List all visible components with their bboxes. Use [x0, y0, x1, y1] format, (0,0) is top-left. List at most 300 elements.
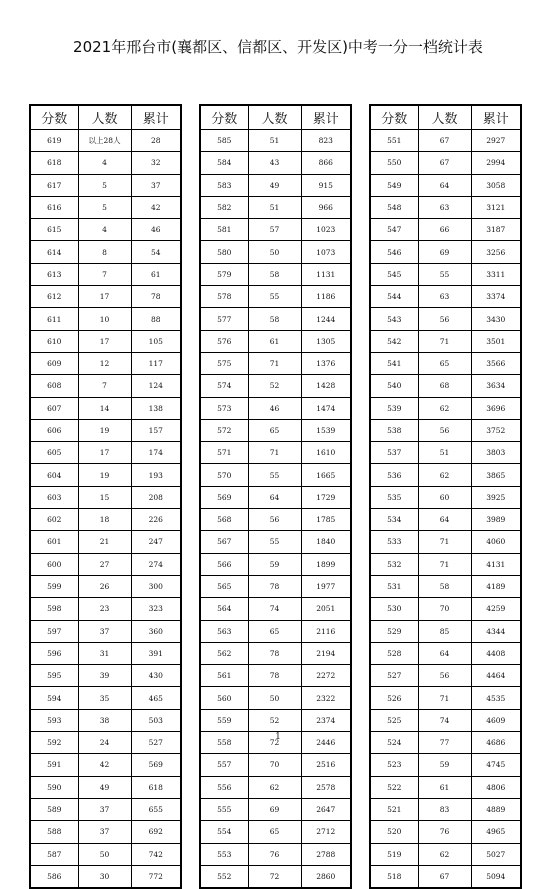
count-cell: 62 — [418, 397, 471, 419]
table-row — [370, 687, 521, 709]
score-table-3 — [369, 104, 522, 889]
cumulative-cell: 866 — [301, 152, 351, 174]
header-score: 分数 — [200, 105, 248, 130]
cumulative-cell: 465 — [131, 687, 181, 709]
cumulative-cell: 1899 — [301, 553, 351, 575]
table-row — [200, 263, 351, 285]
count-cell: 74 — [248, 598, 301, 620]
score-cell: 589 — [30, 798, 78, 820]
score-cell: 530 — [370, 598, 418, 620]
score-cell: 605 — [30, 442, 78, 464]
score-cell: 598 — [30, 598, 78, 620]
cumulative-cell: 3989 — [471, 509, 521, 531]
table-row — [200, 553, 351, 575]
count-cell: 19 — [78, 419, 131, 441]
score-cell: 580 — [200, 241, 248, 263]
count-cell: 59 — [248, 553, 301, 575]
table-row — [200, 865, 351, 888]
cumulative-cell: 915 — [301, 174, 351, 196]
cumulative-cell: 391 — [131, 642, 181, 664]
count-cell: 56 — [418, 308, 471, 330]
cumulative-cell: 1023 — [301, 219, 351, 241]
table-row — [200, 665, 351, 687]
cumulative-cell: 323 — [131, 598, 181, 620]
cumulative-cell: 2788 — [301, 843, 351, 865]
score-cell: 603 — [30, 486, 78, 508]
table-row — [30, 286, 181, 308]
table-row — [200, 397, 351, 419]
table-row — [370, 174, 521, 196]
header-score: 分数 — [370, 105, 418, 130]
cumulative-cell: 4060 — [471, 531, 521, 553]
table-row — [200, 241, 351, 263]
table-row — [370, 375, 521, 397]
score-cell: 537 — [370, 442, 418, 464]
cumulative-cell: 1474 — [301, 397, 351, 419]
table-row — [30, 709, 181, 731]
cumulative-cell: 4535 — [471, 687, 521, 709]
cumulative-cell: 4408 — [471, 642, 521, 664]
count-cell: 58 — [248, 263, 301, 285]
score-cell: 539 — [370, 397, 418, 419]
cumulative-cell: 2578 — [301, 776, 351, 798]
count-cell: 71 — [418, 330, 471, 352]
cumulative-cell: 2516 — [301, 754, 351, 776]
count-cell: 51 — [248, 196, 301, 218]
cumulative-cell: 3311 — [471, 263, 521, 285]
count-cell: 70 — [248, 754, 301, 776]
table-row — [200, 352, 351, 374]
count-cell: 17 — [78, 286, 131, 308]
count-cell: 63 — [418, 196, 471, 218]
score-cell: 545 — [370, 263, 418, 285]
score-cell: 563 — [200, 620, 248, 642]
table-row — [30, 598, 181, 620]
score-cell: 617 — [30, 174, 78, 196]
table-row — [30, 219, 181, 241]
score-cell: 571 — [200, 442, 248, 464]
table-row — [200, 798, 351, 820]
cumulative-cell: 46 — [131, 219, 181, 241]
score-cell: 612 — [30, 286, 78, 308]
cumulative-cell: 1428 — [301, 375, 351, 397]
count-cell: 58 — [248, 308, 301, 330]
count-cell: 55 — [248, 286, 301, 308]
table-row — [370, 620, 521, 642]
count-cell: 62 — [418, 464, 471, 486]
count-cell: 5 — [78, 196, 131, 218]
score-cell: 552 — [200, 865, 248, 888]
count-cell: 78 — [248, 665, 301, 687]
score-cell: 564 — [200, 598, 248, 620]
count-cell: 7 — [78, 263, 131, 285]
count-cell: 4 — [78, 152, 131, 174]
cumulative-cell: 3501 — [471, 330, 521, 352]
score-cell: 587 — [30, 843, 78, 865]
count-cell: 71 — [418, 531, 471, 553]
table-row — [30, 375, 181, 397]
count-cell: 50 — [78, 843, 131, 865]
table-row — [30, 152, 181, 174]
count-cell: 65 — [418, 352, 471, 374]
score-cell: 529 — [370, 620, 418, 642]
cumulative-cell: 3696 — [471, 397, 521, 419]
score-cell: 597 — [30, 620, 78, 642]
cumulative-cell: 4259 — [471, 598, 521, 620]
score-cell: 604 — [30, 464, 78, 486]
count-cell: 18 — [78, 509, 131, 531]
count-cell: 38 — [78, 709, 131, 731]
score-cell: 522 — [370, 776, 418, 798]
score-cell: 520 — [370, 821, 418, 843]
score-cell: 595 — [30, 665, 78, 687]
table-row — [30, 798, 181, 820]
count-cell: 67 — [418, 152, 471, 174]
table-row — [30, 352, 181, 374]
table-row — [30, 754, 181, 776]
score-cell: 577 — [200, 308, 248, 330]
cumulative-cell: 503 — [131, 709, 181, 731]
count-cell: 56 — [248, 509, 301, 531]
cumulative-cell: 5094 — [471, 865, 521, 888]
score-cell: 581 — [200, 219, 248, 241]
table-row — [370, 754, 521, 776]
score-cell: 561 — [200, 665, 248, 687]
cumulative-cell: 300 — [131, 575, 181, 597]
count-cell: 62 — [418, 843, 471, 865]
table-row — [370, 575, 521, 597]
count-cell: 60 — [418, 486, 471, 508]
cumulative-cell: 4745 — [471, 754, 521, 776]
score-cell: 606 — [30, 419, 78, 441]
cumulative-cell: 618 — [131, 776, 181, 798]
cumulative-cell: 138 — [131, 397, 181, 419]
cumulative-cell: 3566 — [471, 352, 521, 374]
score-cell: 562 — [200, 642, 248, 664]
cumulative-cell: 4344 — [471, 620, 521, 642]
cumulative-cell: 4686 — [471, 732, 521, 754]
count-cell: 74 — [418, 709, 471, 731]
score-cell: 534 — [370, 509, 418, 531]
count-cell: 61 — [248, 330, 301, 352]
score-cell: 550 — [370, 152, 418, 174]
cumulative-cell: 772 — [131, 865, 181, 888]
score-cell: 531 — [370, 575, 418, 597]
count-cell: 14 — [78, 397, 131, 419]
cumulative-cell: 1131 — [301, 263, 351, 285]
count-cell: 10 — [78, 308, 131, 330]
count-cell: 76 — [418, 821, 471, 843]
count-cell: 72 — [248, 865, 301, 888]
table-row — [30, 442, 181, 464]
page-number: 1 — [275, 732, 281, 742]
score-cell: 608 — [30, 375, 78, 397]
table-row — [30, 575, 181, 597]
score-cell: 548 — [370, 196, 418, 218]
cumulative-cell: 1610 — [301, 442, 351, 464]
cumulative-cell: 2927 — [471, 130, 521, 152]
score-cell: 601 — [30, 531, 78, 553]
count-cell: 42 — [78, 754, 131, 776]
count-cell: 77 — [418, 732, 471, 754]
count-cell: 26 — [78, 575, 131, 597]
score-cell: 547 — [370, 219, 418, 241]
count-cell: 46 — [248, 397, 301, 419]
score-cell: 616 — [30, 196, 78, 218]
score-cell: 582 — [200, 196, 248, 218]
table-row — [200, 776, 351, 798]
cumulative-cell: 4189 — [471, 575, 521, 597]
cumulative-cell: 2051 — [301, 598, 351, 620]
table-row — [200, 531, 351, 553]
count-cell: 51 — [418, 442, 471, 464]
count-cell: 24 — [78, 732, 131, 754]
table-row — [30, 174, 181, 196]
table-row — [370, 865, 521, 888]
count-cell: 31 — [78, 642, 131, 664]
count-cell: 72 — [248, 732, 301, 754]
count-cell: 5 — [78, 174, 131, 196]
score-cell: 610 — [30, 330, 78, 352]
score-cell: 523 — [370, 754, 418, 776]
cumulative-cell: 1244 — [301, 308, 351, 330]
score-cell: 602 — [30, 509, 78, 531]
count-cell: 30 — [78, 865, 131, 888]
cumulative-cell: 247 — [131, 531, 181, 553]
table-row — [200, 419, 351, 441]
table-row — [370, 442, 521, 464]
header-count: 人数 — [418, 105, 471, 130]
score-cell: 615 — [30, 219, 78, 241]
score-cell: 591 — [30, 754, 78, 776]
count-cell: 66 — [418, 219, 471, 241]
score-cell: 557 — [200, 754, 248, 776]
table-row — [30, 531, 181, 553]
cumulative-cell: 2994 — [471, 152, 521, 174]
count-cell: 43 — [248, 152, 301, 174]
score-cell: 573 — [200, 397, 248, 419]
score-cell: 518 — [370, 865, 418, 888]
cumulative-cell: 88 — [131, 308, 181, 330]
count-cell: 55 — [418, 263, 471, 285]
cumulative-cell: 2860 — [301, 865, 351, 888]
score-cell: 569 — [200, 486, 248, 508]
cumulative-cell: 655 — [131, 798, 181, 820]
count-cell: 71 — [418, 687, 471, 709]
table-row — [200, 196, 351, 218]
table-row — [200, 308, 351, 330]
count-cell: 55 — [248, 464, 301, 486]
score-cell: 542 — [370, 330, 418, 352]
score-cell: 532 — [370, 553, 418, 575]
count-cell: 58 — [418, 575, 471, 597]
score-cell: 528 — [370, 642, 418, 664]
table-row — [370, 330, 521, 352]
header-cumulative: 累计 — [131, 105, 181, 130]
score-cell: 540 — [370, 375, 418, 397]
score-cell: 586 — [30, 865, 78, 888]
score-table-1 — [29, 104, 182, 889]
score-cell: 575 — [200, 352, 248, 374]
count-cell: 64 — [418, 174, 471, 196]
table-row — [200, 754, 351, 776]
score-cell: 566 — [200, 553, 248, 575]
table-row — [30, 196, 181, 218]
score-cell: 613 — [30, 263, 78, 285]
count-cell: 52 — [248, 709, 301, 731]
cumulative-cell: 2647 — [301, 798, 351, 820]
count-cell: 17 — [78, 330, 131, 352]
count-cell: 67 — [418, 130, 471, 152]
score-cell: 592 — [30, 732, 78, 754]
count-cell: 12 — [78, 352, 131, 374]
table-row — [200, 575, 351, 597]
table-row — [370, 798, 521, 820]
count-cell: 63 — [418, 286, 471, 308]
table-row — [370, 509, 521, 531]
count-cell: 35 — [78, 687, 131, 709]
score-cell: 549 — [370, 174, 418, 196]
cumulative-cell: 2322 — [301, 687, 351, 709]
score-cell: 579 — [200, 263, 248, 285]
count-cell: 64 — [418, 509, 471, 531]
count-cell: 23 — [78, 598, 131, 620]
table-row — [200, 821, 351, 843]
table-row — [200, 219, 351, 241]
table-row — [30, 486, 181, 508]
count-cell: 70 — [418, 598, 471, 620]
table-row — [370, 352, 521, 374]
score-cell: 593 — [30, 709, 78, 731]
table-row — [370, 531, 521, 553]
score-cell: 536 — [370, 464, 418, 486]
score-cell: 560 — [200, 687, 248, 709]
count-cell: 68 — [418, 375, 471, 397]
cumulative-cell: 5027 — [471, 843, 521, 865]
header-count: 人数 — [78, 105, 131, 130]
cumulative-cell: 124 — [131, 375, 181, 397]
score-cell: 526 — [370, 687, 418, 709]
score-cell: 535 — [370, 486, 418, 508]
cumulative-cell: 742 — [131, 843, 181, 865]
count-cell: 71 — [248, 442, 301, 464]
score-cell: 611 — [30, 308, 78, 330]
cumulative-cell: 78 — [131, 286, 181, 308]
cumulative-cell: 2446 — [301, 732, 351, 754]
score-cell: 567 — [200, 531, 248, 553]
score-cell: 553 — [200, 843, 248, 865]
cumulative-cell: 430 — [131, 665, 181, 687]
cumulative-cell: 3256 — [471, 241, 521, 263]
score-cell: 559 — [200, 709, 248, 731]
count-cell: 71 — [418, 553, 471, 575]
cumulative-cell: 174 — [131, 442, 181, 464]
cumulative-cell: 2374 — [301, 709, 351, 731]
cumulative-cell: 3121 — [471, 196, 521, 218]
table-row — [200, 486, 351, 508]
cumulative-cell: 208 — [131, 486, 181, 508]
score-cell: 585 — [200, 130, 248, 152]
table-row — [30, 843, 181, 865]
count-cell: 76 — [248, 843, 301, 865]
count-cell: 52 — [248, 375, 301, 397]
score-cell: 555 — [200, 798, 248, 820]
count-cell: 59 — [418, 754, 471, 776]
cumulative-cell: 4131 — [471, 553, 521, 575]
count-cell: 69 — [418, 241, 471, 263]
table-row — [200, 152, 351, 174]
cumulative-cell: 3752 — [471, 419, 521, 441]
table-row — [200, 843, 351, 865]
cumulative-cell: 1785 — [301, 509, 351, 531]
table-row — [370, 665, 521, 687]
score-cell: 614 — [30, 241, 78, 263]
table-row — [30, 776, 181, 798]
table-row — [30, 553, 181, 575]
count-cell: 61 — [418, 776, 471, 798]
count-cell: 56 — [418, 665, 471, 687]
score-cell: 521 — [370, 798, 418, 820]
table-row — [200, 286, 351, 308]
count-cell: 49 — [248, 174, 301, 196]
score-cell: 556 — [200, 776, 248, 798]
cumulative-cell: 1840 — [301, 531, 351, 553]
count-cell: 17 — [78, 442, 131, 464]
table-row — [370, 152, 521, 174]
count-cell: 8 — [78, 241, 131, 263]
count-cell: 15 — [78, 486, 131, 508]
count-cell: 69 — [248, 798, 301, 820]
score-cell: 594 — [30, 687, 78, 709]
table-row — [30, 865, 181, 888]
score-cell: 527 — [370, 665, 418, 687]
table-row — [370, 308, 521, 330]
cumulative-cell: 1073 — [301, 241, 351, 263]
table-row — [30, 821, 181, 843]
count-cell: 37 — [78, 821, 131, 843]
cumulative-cell: 3803 — [471, 442, 521, 464]
table-row — [200, 130, 351, 152]
table-row — [200, 464, 351, 486]
cumulative-cell: 3374 — [471, 286, 521, 308]
cumulative-cell: 3187 — [471, 219, 521, 241]
score-cell: 609 — [30, 352, 78, 374]
score-cell: 576 — [200, 330, 248, 352]
table-row — [370, 464, 521, 486]
table-row — [370, 843, 521, 865]
table-row — [30, 642, 181, 664]
score-cell: 565 — [200, 575, 248, 597]
cumulative-cell: 3865 — [471, 464, 521, 486]
cumulative-cell: 1665 — [301, 464, 351, 486]
cumulative-cell: 3430 — [471, 308, 521, 330]
score-cell: 568 — [200, 509, 248, 531]
count-cell: 37 — [78, 798, 131, 820]
cumulative-cell: 157 — [131, 419, 181, 441]
table-row — [200, 687, 351, 709]
table-row — [370, 263, 521, 285]
count-cell: 67 — [418, 865, 471, 888]
table-row — [30, 397, 181, 419]
page-title: 2021年邢台市(襄都区、信都区、开发区)中考一分一档统计表 — [73, 38, 483, 56]
score-cell: 554 — [200, 821, 248, 843]
score-cell: 590 — [30, 776, 78, 798]
cumulative-cell: 37 — [131, 174, 181, 196]
cumulative-cell: 54 — [131, 241, 181, 263]
count-cell: 7 — [78, 375, 131, 397]
table-row — [30, 330, 181, 352]
count-cell: 19 — [78, 464, 131, 486]
